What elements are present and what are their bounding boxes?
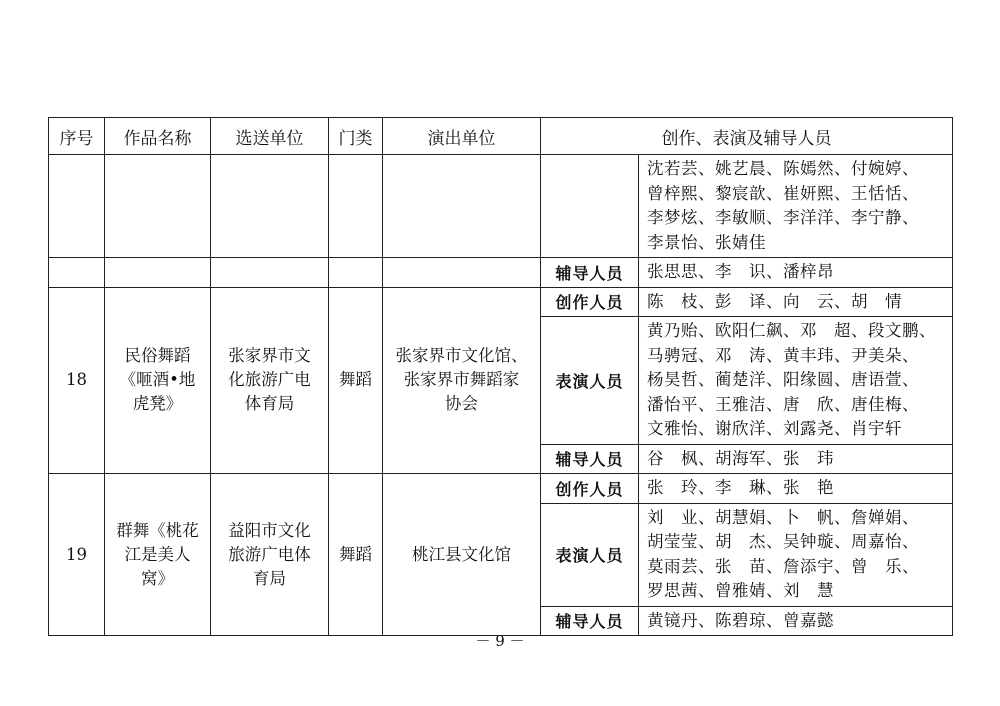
header-work: 作品名称	[105, 118, 211, 155]
submitting-unit-cell: 张家界市文 化旅游广电 体育局	[211, 287, 329, 474]
seq-cell: 18	[49, 287, 105, 474]
work-name-cell: 民俗舞蹈 《咂酒•地 虎凳》	[105, 287, 211, 474]
role-label: 辅导人员	[541, 444, 639, 474]
name-line: 李景怡、张婧佳	[647, 232, 766, 252]
mentors-cell: 张思思、李 识、潘梓昂	[639, 258, 953, 288]
role-label: 表演人员	[541, 503, 639, 606]
role-label: 辅导人员	[541, 258, 639, 288]
category-cell: 舞蹈	[329, 287, 383, 474]
page-number: － 9 －	[475, 632, 525, 650]
cell-category-empty	[329, 155, 383, 258]
performing-unit-cell: 张家界市文化馆、 张家界市舞蹈家 协会	[383, 287, 541, 474]
work-name-cell: 群舞《桃花 江是美人 窝》	[105, 474, 211, 636]
cell-unit-empty	[211, 155, 329, 258]
header-row	[49, 118, 953, 155]
mentors-cell: 黄镜丹、陈碧琼、曾嘉懿	[639, 606, 953, 636]
creators-cell: 陈 枝、彭 译、向 云、胡 情	[639, 287, 953, 317]
name-line: 潘怡平、王雅洁、唐 欣、唐佳梅、	[647, 394, 919, 414]
name-line: 黄乃贻、欧阳仁飙、邓 超、段文鹏、	[647, 321, 936, 340]
name-line: 马骋冠、邓 涛、黄丰玮、尹美朵、	[647, 345, 919, 365]
award-table	[48, 117, 953, 636]
table-row-19-creators	[49, 474, 953, 504]
role-label: 创作人员	[541, 287, 639, 317]
table-row-continued-performers	[49, 155, 953, 258]
name-line: 曾梓熙、黎宸歆、崔妍熙、王恬恬、	[647, 183, 919, 203]
performers-cell	[639, 317, 953, 445]
performers-cell	[639, 503, 953, 606]
header-staff: 创作、表演及辅导人员	[541, 118, 953, 155]
header-unit: 选送单位	[211, 118, 329, 155]
name-line: 沈若芸、姚艺晨、陈嫣然、付婉婷、	[647, 159, 919, 178]
cell-role-empty	[541, 155, 639, 258]
mentors-cell: 谷 枫、胡海军、张 玮	[639, 444, 953, 474]
name-line: 杨昊哲、蔺楚洋、阳缘圆、唐语萱、	[647, 370, 919, 389]
name-line: 胡莹莹、胡 杰、吴钟璇、周嘉怡、	[647, 532, 919, 551]
cell-performer-empty	[383, 155, 541, 258]
role-label: 表演人员	[541, 317, 639, 445]
name-line: 李梦炫、李敏顺、李洋洋、李宁静、	[647, 208, 919, 227]
name-line: 莫雨芸、张 苗、詹添宇、曾 乐、	[647, 556, 919, 576]
creators-cell: 张 玲、李 琳、张 艳	[639, 474, 953, 504]
category-cell: 舞蹈	[329, 474, 383, 636]
name-line: 刘 业、胡慧娟、卜 帆、詹婵娟、	[647, 507, 919, 527]
cell-seq-empty	[49, 155, 105, 258]
header-category: 门类	[329, 118, 383, 155]
submitting-unit-cell: 益阳市文化 旅游广电体 育局	[211, 474, 329, 636]
name-line: 罗思茜、曾雅婧、刘 慧	[647, 581, 834, 600]
performers-cell	[639, 155, 953, 258]
table-row-18-creators	[49, 287, 953, 317]
performing-unit-cell: 桃江县文化馆	[383, 474, 541, 636]
role-label: 创作人员	[541, 474, 639, 504]
cell-work-empty	[105, 155, 211, 258]
header-performer: 演出单位	[383, 118, 541, 155]
seq-cell: 19	[49, 474, 105, 636]
table-row-continued-mentors	[49, 258, 953, 288]
role-label: 辅导人员	[541, 606, 639, 636]
name-line: 文雅怡、谢欣洋、刘露尧、肖宇轩	[647, 419, 902, 438]
header-seq: 序号	[49, 118, 105, 155]
